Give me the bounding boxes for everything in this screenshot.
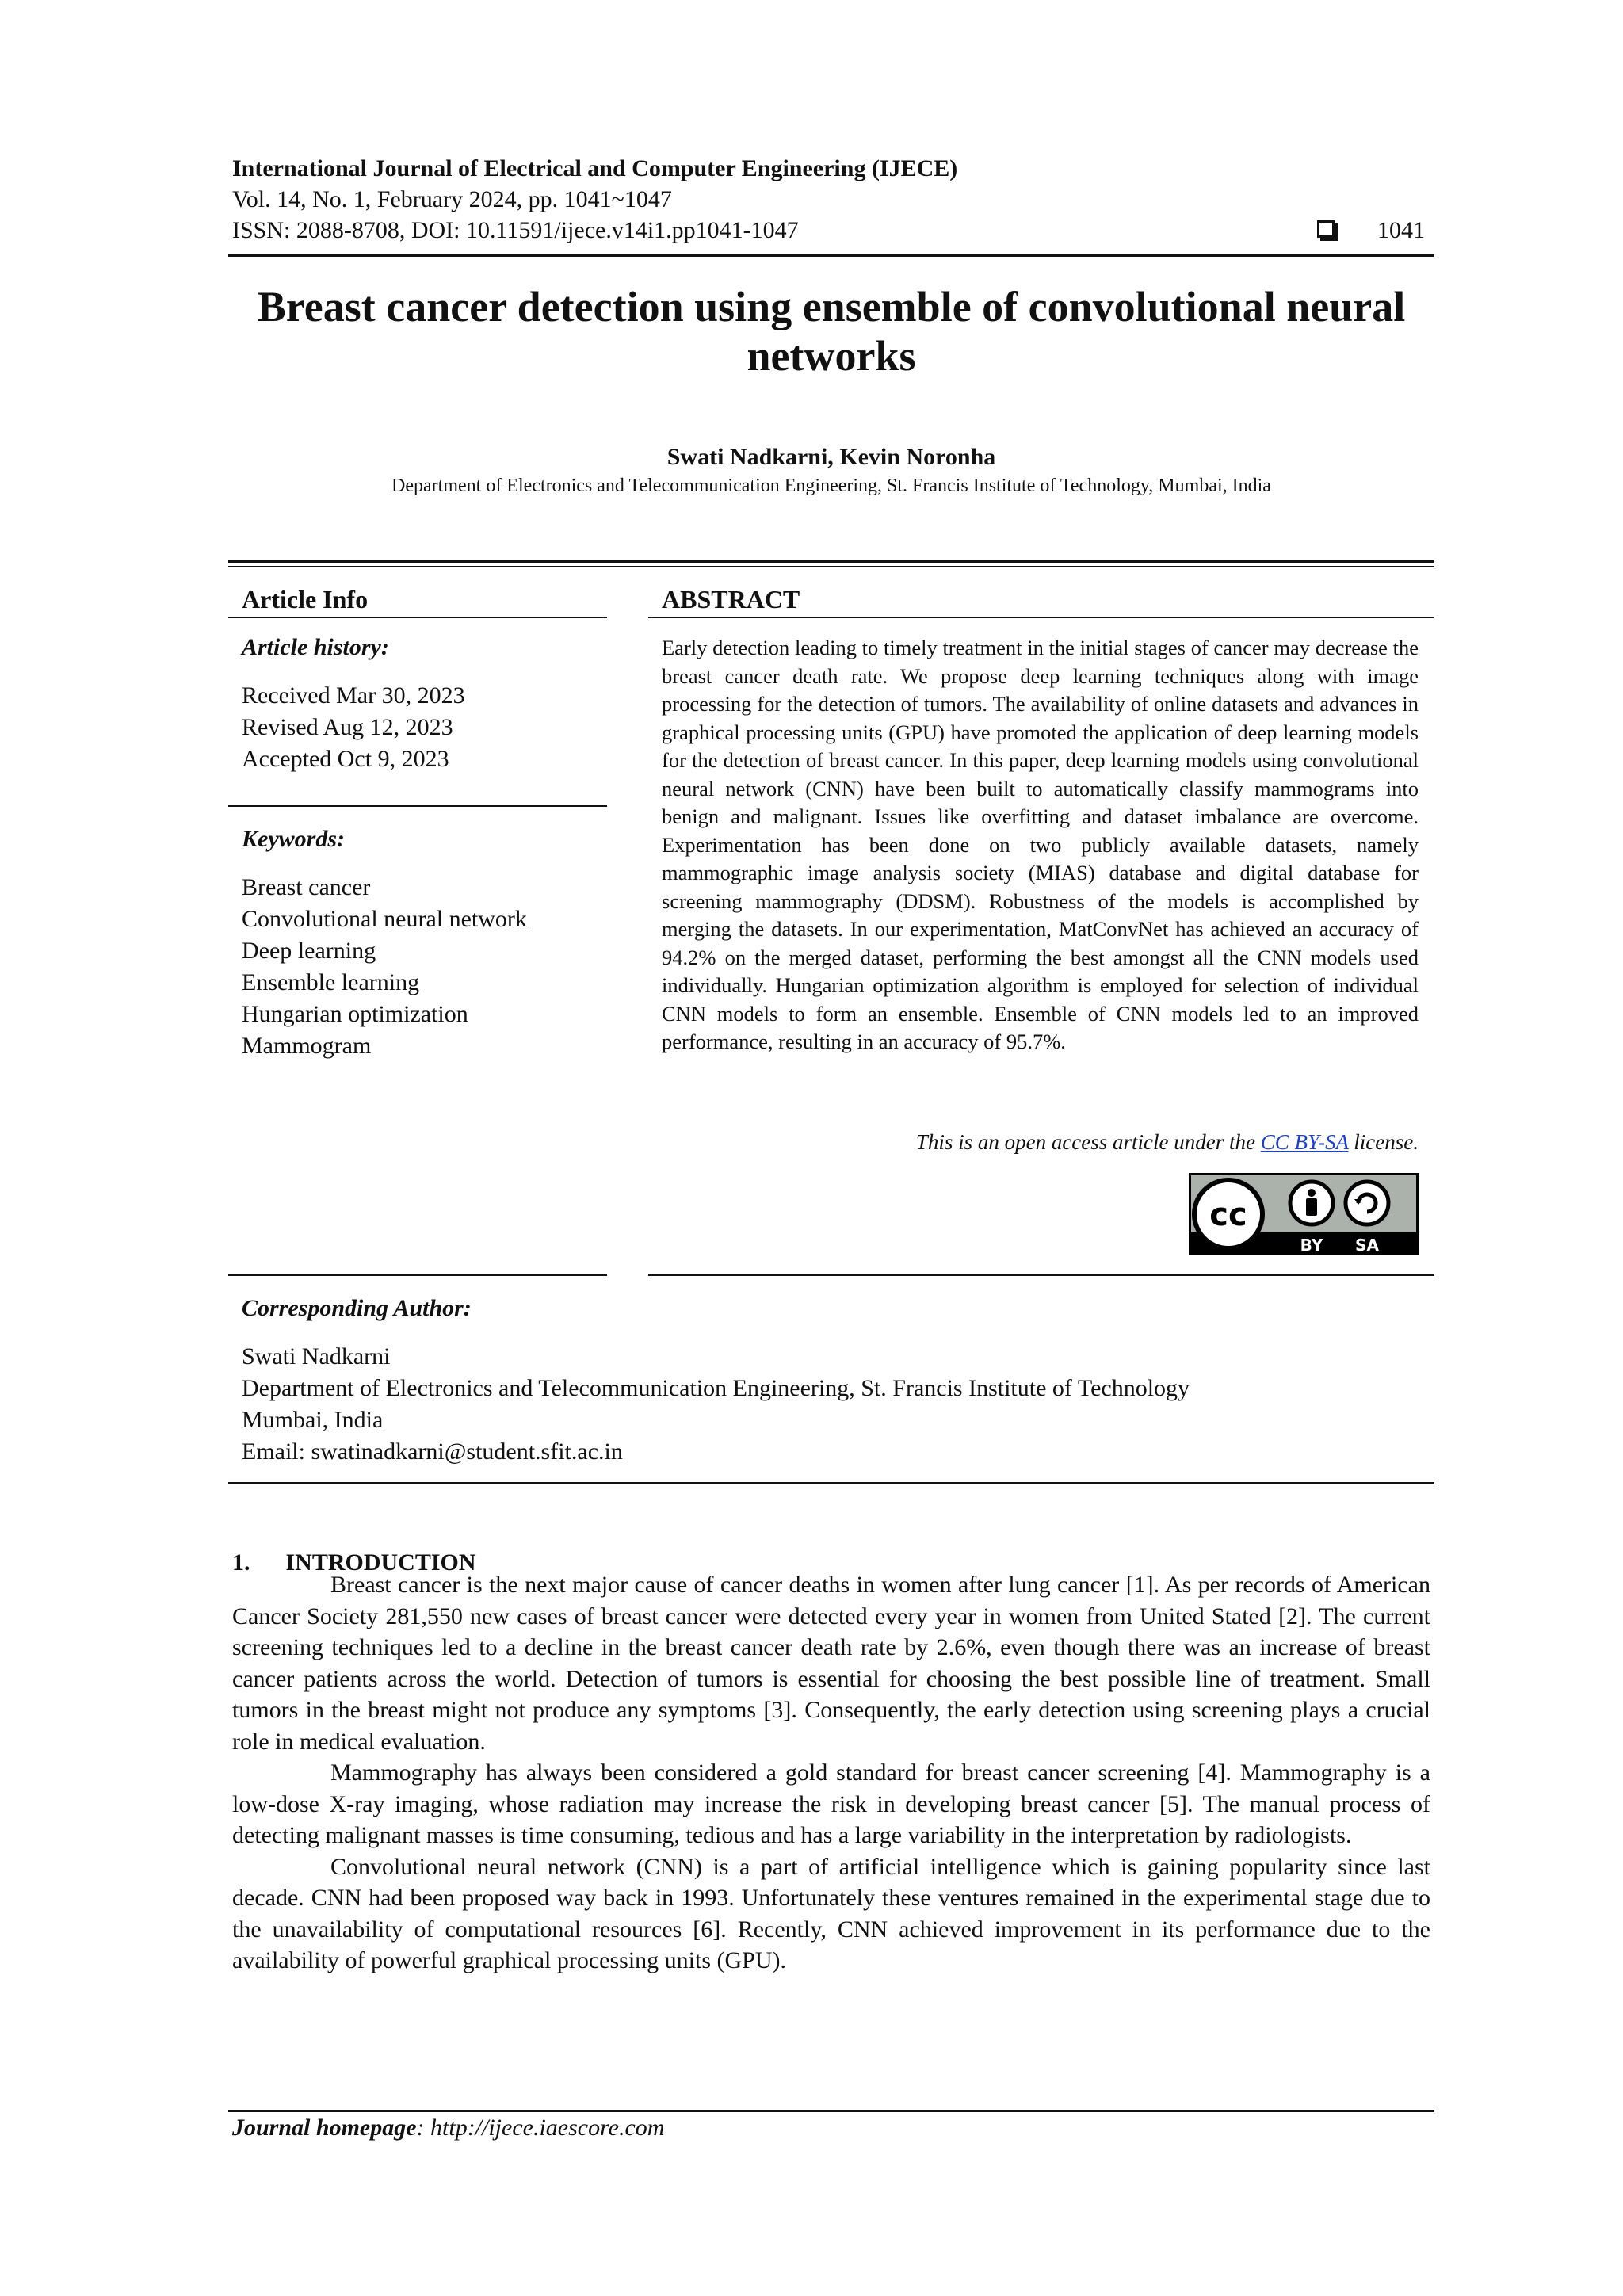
by-label: BY: [1300, 1236, 1323, 1255]
sa-label: SA: [1355, 1236, 1379, 1255]
history-rule: [228, 805, 607, 807]
accepted-date: Accepted Oct 9, 2023: [242, 746, 449, 772]
license-prefix: This is an open access article under the: [915, 1130, 1261, 1154]
homepage-url[interactable]: : http://ijece.iaescore.com: [416, 2115, 665, 2141]
abstract-rule: [648, 617, 1434, 618]
square-bullet-icon: [1317, 220, 1335, 238]
header-rule: [228, 254, 1434, 257]
abstract-text: Early detection leading to timely treatment in the initial stages of cancer may decrease the breast cancer death rate. We propose deep learning techniques along with image processing for the detection of tumors. The availability of online datasets and advances in graphical processing units (GPU) have promoted the application of deep learning models for the detection of breast cancer. In this paper, deep learning models using convolutional neural network (CNN) have been built to automatically classify mammograms into benign and malignant. Issues like overfitting and dataset imbalance are overcome. Experimentation has been done on two publicly available datasets, namely mammographic image analysis society (MIAS) database and digital database for screening mammography (DDSM). Robustness of the models is accomplished by merging the datasets. In our experimentation, MatConvNet has achieved an accuracy of 94.2% on the merged dataset, performing the best amongst all the CNN models used individually. Hungarian optimization algorithm is employed for selection of individual CNN models to form an ensemble. Ensemble of CNN models led to an improved performance, resulting in an accuracy of 95.7%.: [662, 636, 1419, 1053]
keyword: Deep learning: [242, 938, 376, 964]
author-name: Swati Nadkarni: [242, 1343, 391, 1370]
affiliation: Department of Electronics and Telecommunication Engineering, St. Francis Institute of Technology, Mumbai, India: [391, 476, 1271, 496]
abstract-bottom-rule: [648, 1274, 1434, 1276]
article-dates: [242, 680, 465, 775]
keyword: Mammogram: [242, 1033, 372, 1059]
license-line: [662, 1130, 1419, 1155]
homepage-label: Journal homepage: [232, 2115, 417, 2141]
cc-by-sa-badge-icon[interactable]: [1189, 1173, 1419, 1255]
revised-date: Revised Aug 12, 2023: [242, 714, 453, 740]
keywords-list: [242, 872, 527, 1062]
page-number: 1041: [1377, 217, 1425, 243]
journal-name: International Journal of Electrical and Computer Engineering (IJECE): [232, 155, 958, 181]
issn-doi: ISSN: 2088-8708, DOI: 10.11591/ijece.v14i1.pp1041-1047: [232, 217, 799, 243]
license-suffix: license.: [1348, 1130, 1419, 1154]
intro-paragraph: Mammography has always been considered a gold standard for breast cancer screening [4]. Mammography is a low-dose X-ray imaging, whose radiation may increase the risk in developing breast cancer [5]. The manual process of detecting malignant masses is time consuming, tedious and has a large variability in the interpretation by radiologists.: [232, 1759, 1430, 1848]
journal-homepage: [232, 2115, 664, 2141]
corresponding-author-details: [242, 1341, 1415, 1468]
article-history-label: Article history:: [242, 634, 389, 660]
intro-paragraph: Breast cancer is the next major cause of cancer deaths in women after lung cancer [1]. As per records of American Cancer Society 281,550 new cases of breast cancer were detected every year in women from United Stated [2]. The current screening techniques led to a decline in the breast cancer death rate by 2.6%, even though there was an increase of breast cancer patients across the world. Detection of tumors is essential for choosing the best possible line of treatment. Small tumors in the breast might not produce any symptoms [3]. Consequently, the early detection using screening plays a crucial role in medical evaluation.: [232, 1572, 1430, 1755]
abstract-heading: ABSTRACT: [662, 585, 800, 613]
authors: Swati Nadkarni, Kevin Noronha: [666, 444, 996, 470]
keywords-label: Keywords:: [242, 826, 345, 852]
author-email[interactable]: Email: swatinadkarni@student.sfit.ac.in: [242, 1438, 623, 1465]
keyword: Breast cancer: [242, 874, 371, 900]
paper-title: Breast cancer detection using ensemble of convolutional neural networks: [257, 283, 1406, 380]
cc-by-sa-link[interactable]: CC BY-SA: [1260, 1130, 1349, 1154]
keyword: Hungarian optimization: [242, 1001, 468, 1027]
volume-info: Vol. 14, No. 1, February 2024, pp. 1041~1047: [232, 186, 672, 212]
introduction-body: [232, 1569, 1430, 1977]
info-bottom-rule: [228, 1482, 1434, 1488]
article-info-bottom-rule: [228, 1274, 607, 1276]
cc-letters: cc: [1209, 1197, 1247, 1233]
footer-rule: [228, 2110, 1434, 2112]
intro-paragraph: Convolutional neural network (CNN) is a part of artificial intelligence which is gaining popularity since last decade. CNN had been proposed way back in 1993. Unfortunately these ventures remained in the experimental stage due to the unavailability of computational resources [6]. Recently, CNN achieved improvement in its performance due to the availability of powerful graphical processing units (GPU).: [232, 1853, 1430, 1973]
article-info-heading: Article Info: [242, 585, 369, 613]
author-city: Mumbai, India: [242, 1407, 384, 1433]
received-date: Received Mar 30, 2023: [242, 682, 465, 709]
introduction-heading: 1. INTRODUCTION: [232, 1549, 476, 1576]
author-department: Department of Electronics and Telecommunication Engineering, St. Francis Institute of Technology: [242, 1375, 1190, 1401]
article-info-rule: [228, 617, 607, 618]
keyword: Convolutional neural network: [242, 906, 527, 932]
info-top-rule: [228, 560, 1434, 567]
corresponding-author-label: Corresponding Author:: [242, 1295, 472, 1321]
keyword: Ensemble learning: [242, 969, 420, 995]
